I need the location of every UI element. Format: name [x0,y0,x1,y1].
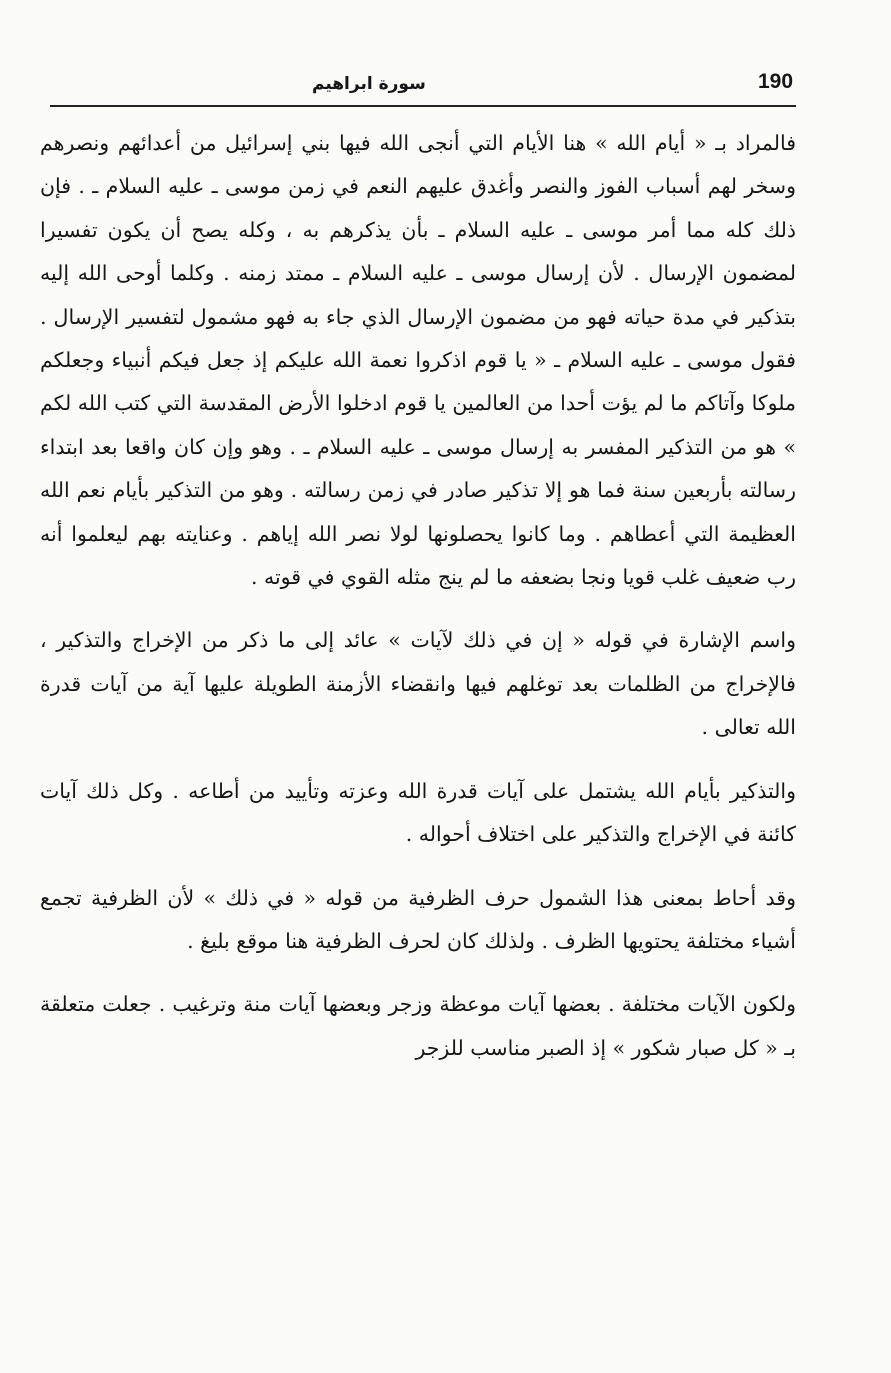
surah-title: سورة ابراهيم [312,74,426,94]
page-number: 190 [758,70,794,93]
paragraph: وقد أحاط بمعنى هذا الشمول حرف الظرفية من قوله « في ذلك » لأن الظرفية تجمع أشياء مختلفة يحتويها الظرف . ولذلك كان لحرف الظرفية هنا موقع بليغ . [40,885,796,953]
body-text [40,122,796,1078]
page-header [50,66,796,106]
paragraph: واسم الإشارة في قوله « إن في ذلك لآيات » عائد إلى ما ذكر من الإخراج والتذكير ، فالإخراج من الظلمات بعد توغلهم فيها وانقضاء الأزمنة الطويلة عليها آية من آيات قدرة الله تعالى . [40,628,796,740]
header-rule [50,105,796,107]
paragraph: فالمراد بـ « أيام الله » هنا الأيام التي أنجى الله فيها بني إسرائيل من أعدائهم ونصرهم وسخر لهم أسباب الفوز والنصر وأغدق عليهم النعم في زمن موسى ـ عليه السلام ـ . فإن ذلك كله مما أمر موسى ـ عليه السلام ـ بأن يذكرهم به ، وكله يصح أن يكون تفسيرا لمضمون الإرسال . لأن إرسال موسى ـ عليه السلام ـ ممتد زمنه . وكلما أوحى الله إليه بتذكير في مدة حياته فهو من مضمون الإرسال الذي جاء به فهو مشمول لتفسير الإرسال . فقول موسى ـ عليه السلام ـ « يا قوم اذكروا نعمة الله عليكم إذ جعل فيكم أنبياء وجعلكم ملوكا وآتاكم ما لم يؤت أحدا من العالمين يا قوم ادخلوا الأرض المقدسة التي كتب الله لكم » هو من التذكير المفسر به إرسال موسى ـ عليه السلام ـ . وهو وإن كان واقعا بعد ابتداء رسالته بأربعين سنة فما هو إلا تذكير صادر في زمن رسالته . وهو من التذكير بأيام نعم الله العظيمة التي أعطاهم . وما كانوا يحصلونها لولا نصر الله إياهم . وعنايته بهم ليعلموا أنه رب ضعيف غلب قويا ونجا بضعفه ما لم ينج مثله القوي في قوته . [40,131,796,590]
paragraph: ولكون الآيات مختلفة . بعضها آيات موعظة وزجر وبعضها آيات منة وترغيب . جعلت متعلقة بـ « كل صبار شكور » إذ الصبر مناسب للزجر [40,992,796,1060]
paragraph: والتذكير بأيام الله يشتمل على آيات قدرة الله وعزته وتأييد من أطاعه . وكل ذلك آيات كائنة في الإخراج والتذكير على اختلاف أحواله . [40,778,796,847]
